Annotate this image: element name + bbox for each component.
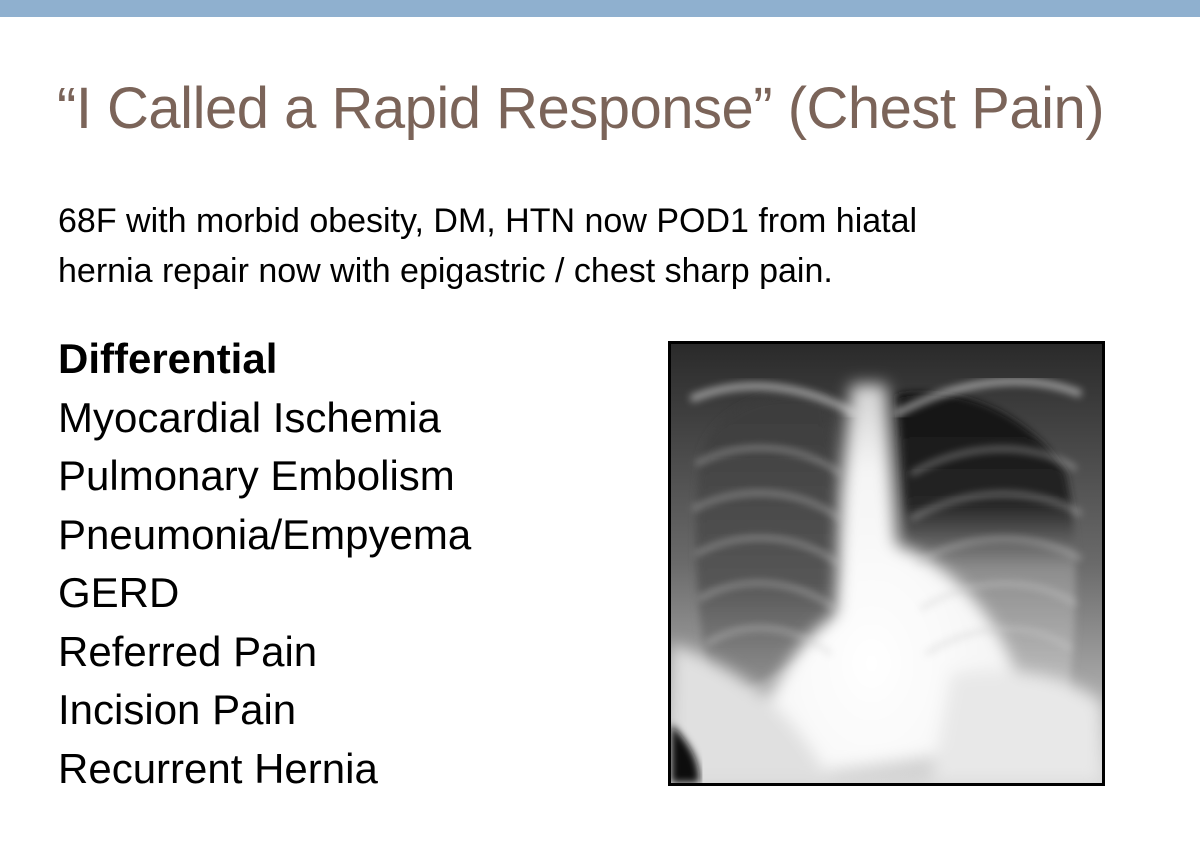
differential-item: Incision Pain (58, 686, 297, 733)
chest-xray-image (668, 341, 1105, 786)
case-description (58, 196, 1158, 296)
differential-item: GERD (58, 569, 180, 616)
top-accent-bar (0, 0, 1200, 17)
differential-item: Pneumonia/Empyema (58, 510, 472, 558)
case-line: 68F with morbid obesity, DM, HTN now POD1 from hiatal (58, 202, 918, 240)
differential-item: Myocardial Ischemia (58, 393, 441, 441)
differential-item: Referred Pain (58, 627, 318, 675)
differential-list (58, 330, 618, 798)
case-line: hernia repair now with epigastric / chest sharp pain. (58, 252, 833, 290)
differential-item: Pulmonary Embolism (58, 452, 455, 499)
differential-item: Recurrent Hernia (58, 744, 378, 792)
slide-title: “I Called a Rapid Response” (Chest Pain) (57, 76, 1105, 141)
differential-heading: Differential (58, 335, 278, 382)
